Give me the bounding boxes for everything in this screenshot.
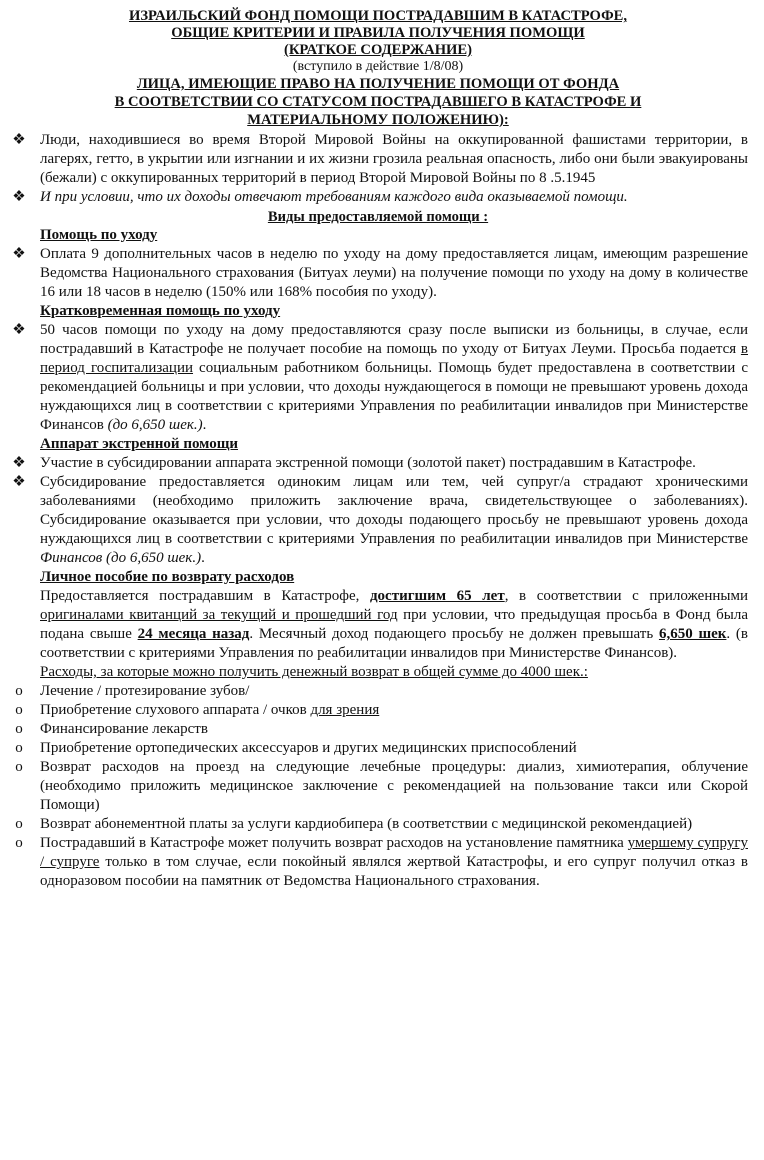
- circle-bullet-icon: o: [15, 816, 23, 832]
- eligibility-heading-1: ЛИЦА, ИМЕЮЩИЕ ПРАВО НА ПОЛУЧЕНИЕ ПОМОЩИ ОТ ФОНДА: [136, 76, 620, 92]
- title-line-2: ОБЩИЕ КРИТЕРИИ И ПРАВИЛА ПОЛУЧЕНИЯ ПОМОЩИ: [171, 25, 585, 41]
- short-care-bullet: ❖ 50 часов помощи по уходу на дому предоставляются сразу после выписки из больницы, в случае, если пострадавший в Катастрофе не получает пособие на помощь по уходу от Битуах Леуми. Просьба подается в период госпитализации социальным работником больницы. Помощь будет предоставлена в соответствии с рекомендацией больницы и при условии, что доходы нуждающегося в помощи не превышают уровень дохода нуждающихся лиц в соответствии с критериями Управления по реабилитации инвалидов при Министерстве Финансов (до 6,650 шек.).: [8, 321, 748, 435]
- diamond-bullet-icon: ❖: [12, 189, 26, 205]
- list-item: o Финансирование лекарств: [8, 720, 748, 739]
- circle-bullet-icon: o: [15, 702, 23, 718]
- circle-bullet-icon: o: [15, 721, 23, 737]
- diamond-bullet-icon: ❖: [12, 132, 26, 148]
- circle-bullet-icon: o: [15, 759, 23, 775]
- list-item: o Приобретение ортопедических аксессуаров и других медицинских приспособлений: [8, 739, 748, 758]
- refund-paragraph: Предоставляется пострадавшим в Катастрофе, достигшим 65 лет, в соответствии с приложенными оригиналами квитанций за текущий и прошедший год при условии, что предыдущая просьба в Фонд была подана свыше 24 месяца назад. Месячный доход подающего просьбу не должен превышать 6,650 шек. (в соответствии с критериями Управления по реабилитации инвалидов при Министерстве Финансов).: [40, 588, 748, 661]
- title-line-1: ИЗРАИЛЬСКИЙ ФОНД ПОМОЩИ ПОСТРАДАВШИМ В КАТАСТРОФЕ,: [128, 8, 628, 24]
- circle-bullet-icon: o: [15, 835, 23, 851]
- list-item: o Приобретение слухового аппарата / очков для зрения: [8, 701, 748, 720]
- eligibility-heading-3: МАТЕРИАЛЬНОМУ ПОЛОЖЕНИЮ):: [247, 112, 509, 128]
- diamond-bullet-icon: ❖: [12, 246, 26, 262]
- emergency-bullet-2: ❖ Субсидирование предоставляется одиноким лицам или тем, чей супруг/а страдают хроническими заболеваниями (необходимо приложить заключение врача, свидетельствующее о заболеваниях). Субсидирование оказывается при условии, что доходы подающего просьбу не превышают уровень дохода нуждающихся лиц в соответствии с критериями Управления по реабилитации инвалидов при Министерстве Финансов (до 6,650 шек.).: [8, 473, 748, 568]
- emergency-bullet-1: ❖ Участие в субсидировании аппарата экстренной помощи (золотой пакет) пострадавшим в Катастрофе.: [8, 454, 748, 473]
- title-line-3: (КРАТКОЕ СОДЕРЖАНИЕ): [283, 42, 473, 58]
- circle-bullet-icon: o: [15, 683, 23, 699]
- types-heading: Виды предоставляемой помощи :: [267, 209, 489, 225]
- list-item: o Пострадавший в Катастрофе может получить возврат расходов на установление памятника умершему супругу / супруге только в том случае, если покойный являлся жертвой Катастрофы, и его супруг получил отказ в одноразовом пособии на памятник от Ведомства Национального страхования.: [8, 834, 748, 891]
- list-item: o Возврат расходов на проезд на следующие лечебные процедуры: диализ, химиотерапия, облучение (необходимо приложить медицинское заключение с рекомендацией на пользование такси или Скорой Помощи): [8, 758, 748, 815]
- diamond-bullet-icon: ❖: [12, 455, 26, 471]
- care-bullet: ❖ Оплата 9 дополнительных часов в неделю по уходу на дому предоставляется лицам, имеющим разрешение Ведомства Национального страхования (Битуах леуми) на получение помощи по уходу на дому в количестве 16 или 18 часов в неделю (150% или 168% пособия по уходу).: [8, 245, 748, 302]
- list-item: o Лечение / протезирование зубов/: [8, 682, 748, 701]
- intro-bullet-2: ❖ И при условии, что их доходы отвечают требованиям каждого вида оказываемой помощи.: [8, 188, 748, 207]
- care-section-title: Помощь по уходу: [40, 227, 158, 243]
- diamond-bullet-icon: ❖: [12, 474, 26, 490]
- diamond-bullet-icon: ❖: [12, 322, 26, 338]
- circle-bullet-icon: o: [15, 740, 23, 756]
- short-care-section-title: Кратковременная помощь по уходу: [40, 303, 281, 319]
- intro-bullet-1: ❖ Люди, находившиеся во время Второй Мировой Войны на оккупированной фашистами территории, в лагерях, гетто, в укрытии или изгнании и их жизни грозила реальная опасность, либо они были эвакуированы (бежали) с оккупированных территорий в период Второй Мировой Войны по 8 .5.1945: [8, 131, 748, 188]
- emergency-section-title: Аппарат экстренной помощи: [40, 436, 239, 452]
- refund-sum-heading: Расходы, за которые можно получить денежный возврат в общей сумме до 4000 шек.:: [40, 664, 588, 680]
- eligibility-heading-2: В СООТВЕТСТВИИ СО СТАТУСОМ ПОСТРАДАВШЕГО В КАТАСТРОФЕ И: [114, 94, 642, 110]
- list-item: o Возврат абонементной платы за услуги кардиобипера (в соответствии с медицинской рекомендацией): [8, 815, 748, 834]
- refund-section-title: Личное пособие по возврату расходов: [40, 569, 295, 585]
- effective-date: (вступило в действие 1/8/08): [292, 59, 464, 74]
